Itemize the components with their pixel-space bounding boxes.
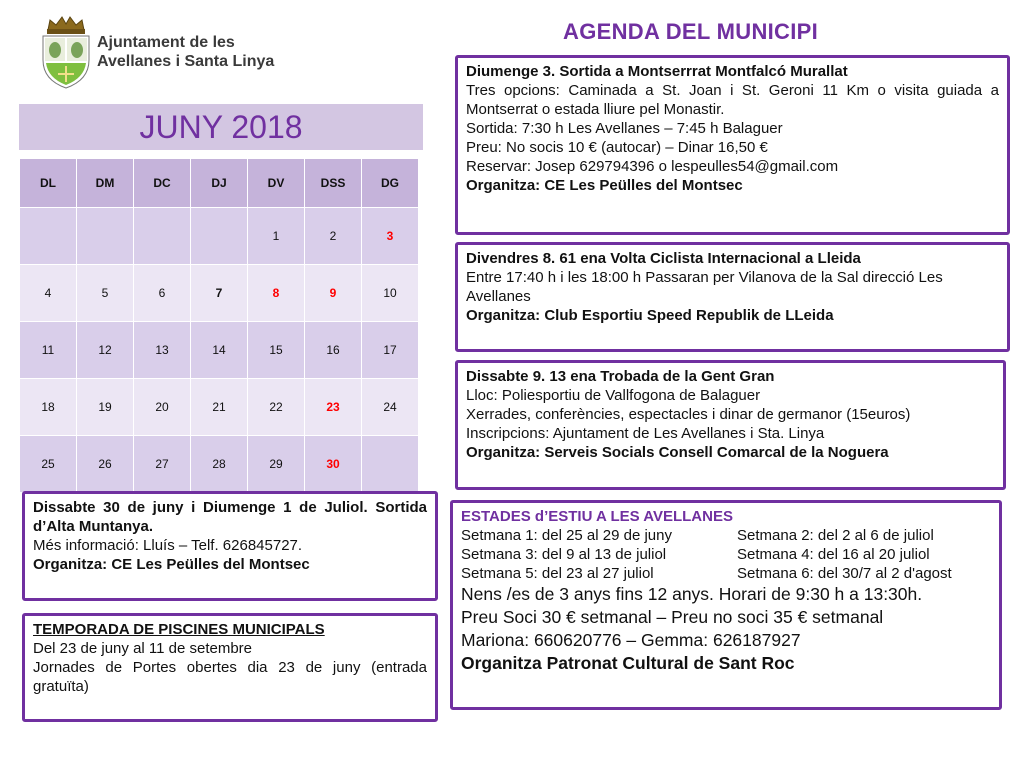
calendar-day: 9 [305,265,362,322]
weekday-label: DM [77,159,134,208]
org-name-line2: Avellanes i Santa Linya [97,53,275,70]
calendar-day: 17 [362,322,419,379]
event-title: Diumenge 3. Sortida a Montserrrat Montfalcó Murallat [466,63,848,80]
camp-week: Setmana 1: del 25 al 29 de juny [461,527,672,544]
calendar-day: 2 [305,208,362,265]
camp-price: Preu Soci 30 € setmanal – Preu no soci 35 € setmanal [461,607,884,627]
calendar-day: 3 [362,208,419,265]
calendar-week-row [20,265,419,322]
weekday-label: DG [362,159,419,208]
event-departure: Sortida: 7:30 h Les Avellanes – 7:45 h Balaguer [466,120,783,137]
june-calendar [19,158,419,493]
camp-week: Setmana 6: del 30/7 al 2 d'agost [737,565,952,582]
weekday-label: DJ [191,159,248,208]
calendar-day: 26 [77,436,134,493]
calendar-day: 21 [191,379,248,436]
calendar-day: 18 [20,379,77,436]
weekday-label: DL [20,159,77,208]
event-price: Preu: No socis 10 € (autocar) – Dinar 16,50 € [466,139,768,156]
calendar-day: 11 [20,322,77,379]
event-organizer: Organitza: Club Esportiu Speed Republik de LLeida [466,307,834,324]
event-description: Entre 17:40 h i les 18:00 h Passaran per Vilanova de la Sal direcció Les Avellanes [466,269,943,305]
calendar-day [20,208,77,265]
calendar-day: 1 [248,208,305,265]
event-activities: Xerrades, conferències, espectacles i dinar de germanor (15euros) [466,406,911,423]
calendar-day [362,436,419,493]
camp-ages: Nens /es de 3 anys fins 12 anys. Horari de 9:30 h a 13:30h. [461,584,923,604]
calendar-day: 22 [248,379,305,436]
event-title: Dissabte 30 de juny i Diumenge 1 de Juliol. Sortida d’Alta Muntanya. [33,499,427,535]
camp-weeks-row [461,564,991,583]
event-box-montserrat [455,55,1010,235]
event-box-mountain [22,491,438,601]
event-title: TEMPORADA DE PISCINES MUNICIPALS [33,621,325,638]
calendar-day: 5 [77,265,134,322]
camp-week: Setmana 4: del 16 al 20 juliol [737,546,930,563]
event-description: Tres opcions: Caminada a St. Joan i St. Geroni 11 Km o visita guiada a Montserrat o estada lliure pel Monastir. [466,82,999,118]
calendar-day [134,208,191,265]
event-box-cycling [455,242,1010,352]
municipality-name [97,33,274,71]
event-title: Divendres 8. 61 ena Volta Ciclista Internacional a Lleida [466,250,861,267]
calendar-day [77,208,134,265]
calendar-week-row [20,379,419,436]
calendar-week-row [20,322,419,379]
calendar-day: 16 [305,322,362,379]
event-title: Dissabte 9. 13 ena Trobada de la Gent Gran [466,368,775,385]
calendar-day [191,208,248,265]
org-name-line1: Ajuntament de les [97,34,235,51]
calendar-day: 12 [77,322,134,379]
calendar-day: 20 [134,379,191,436]
event-organizer: Organitza: CE Les Peülles del Montsec [33,556,310,573]
event-info: Més informació: Lluís – Telf. 626845727. [33,537,303,554]
event-dates: Del 23 de juny al 11 de setembre [33,640,253,657]
calendar-day: 8 [248,265,305,322]
event-box-summer-camps [450,500,1002,710]
calendar-day: 10 [362,265,419,322]
calendar-day: 25 [20,436,77,493]
event-place: Lloc: Poliesportiu de Vallfogona de Balaguer [466,387,761,404]
calendar-day: 23 [305,379,362,436]
camp-weeks-row [461,545,991,564]
event-registration: Inscripcions: Ajuntament de Les Avellanes i Sta. Linya [466,425,825,442]
camp-contacts: Mariona: 660620776 – Gemma: 626187927 [461,630,801,650]
event-organizer: Organitza: CE Les Peülles del Montsec [466,177,743,194]
calendar-day: 6 [134,265,191,322]
calendar-day: 15 [248,322,305,379]
calendar-week-row [20,436,419,493]
event-box-elderly-meeting [455,360,1006,490]
calendar-day: 4 [20,265,77,322]
calendar-day: 14 [191,322,248,379]
calendar-day: 7 [191,265,248,322]
calendar-day: 27 [134,436,191,493]
camp-week: Setmana 3: del 9 al 13 de juliol [461,546,667,563]
calendar-day: 30 [305,436,362,493]
calendar-day: 29 [248,436,305,493]
calendar-day: 13 [134,322,191,379]
weekday-label: DV [248,159,305,208]
calendar-day: 19 [77,379,134,436]
weekday-label: DC [134,159,191,208]
camp-weeks-row [461,526,991,545]
calendar-day: 24 [362,379,419,436]
event-open-days: Jornades de Portes obertes dia 23 de juny (entrada gratuïta) [33,659,427,695]
calendar-day: 28 [191,436,248,493]
calendar-month-title: JUNY 2018 [19,104,423,150]
event-booking: Reservar: Josep 629794396 o lespeulles54@gmail.com [466,158,839,175]
event-title: ESTADES d’ESTIU A LES AVELLANES [461,508,733,525]
event-organizer: Organitza: Serveis Socials Consell Comarcal de la Noguera [466,444,889,461]
event-box-pools [22,613,438,722]
event-organizer: Organitza Patronat Cultural de Sant Roc [461,653,795,673]
calendar-week-row [20,208,419,265]
camp-week: Setmana 5: del 23 al 27 juliol [461,565,654,582]
municipal-coat-of-arms-logo [38,14,94,90]
camp-week: Setmana 2: del 2 al 6 de juliol [737,527,934,544]
weekday-header-row [20,159,419,208]
agenda-title: AGENDA DEL MUNICIPI [563,19,819,44]
weekday-label: DSS [305,159,362,208]
